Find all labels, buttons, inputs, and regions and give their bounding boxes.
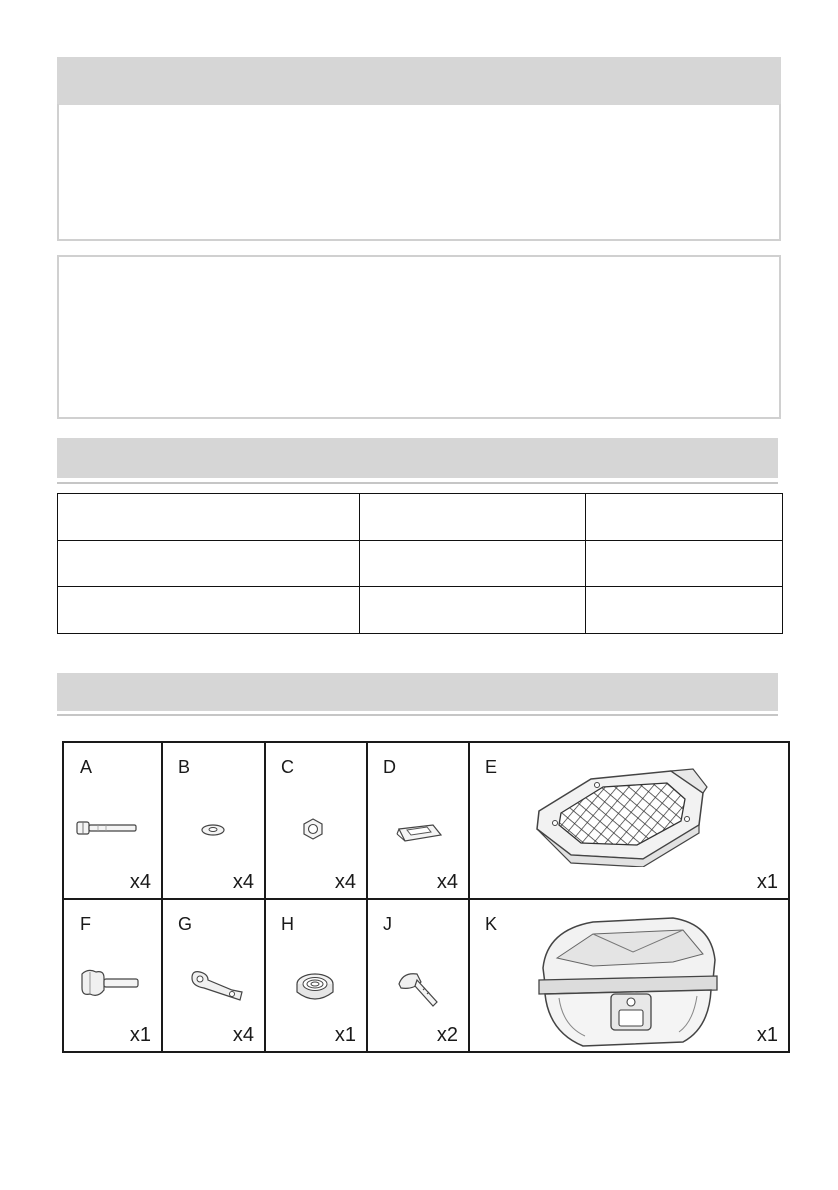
washer-icon [200,823,226,837]
parts-list-grid [62,741,790,1053]
key-icon [397,964,443,1010]
part-cell-g [162,900,264,1051]
part-quantity: x4 [129,871,151,893]
hex-nut-icon [301,817,325,841]
part-cell-h [265,900,366,1051]
table-row [58,587,783,634]
part-letter: C [281,757,294,777]
table-cell [58,540,360,587]
section-header-bar [57,57,781,105]
table-cell [360,494,586,541]
part-cell-b [162,743,264,898]
part-letter: E [485,757,498,777]
specification-heading-bar [57,438,778,478]
part-letter: A [80,757,93,777]
part-cell-f [64,900,161,1051]
table-cell [586,494,783,541]
heading-underline [57,714,778,716]
table-cell [586,587,783,634]
part-cell-c [265,743,366,898]
part-quantity: x4 [334,871,356,893]
part-cell-k [469,900,788,1051]
part-quantity: x4 [232,1024,254,1046]
part-quantity: x4 [436,871,458,893]
part-cell-a [64,743,161,898]
table-row [58,494,783,541]
knob-screw-icon [78,968,140,998]
part-letter: H [281,914,294,934]
table-cell [58,587,360,634]
part-quantity: x1 [756,1024,778,1046]
lock-cylinder-icon [295,970,335,1006]
table-cell [360,587,586,634]
mounting-plate-icon [531,763,711,867]
part-quantity: x4 [232,871,254,893]
table-cell [58,494,360,541]
bolt-icon [76,819,138,837]
part-letter: G [178,914,193,934]
section-text-box [57,104,781,241]
part-cell-e [469,743,788,898]
table-cell [586,540,783,587]
part-letter: J [383,914,392,934]
part-letter: F [80,914,91,934]
clip-plate-icon [393,821,443,843]
table-cell [360,540,586,587]
heading-underline [57,482,778,484]
warning-text-box [57,255,781,419]
specification-table [57,493,783,634]
table-row [58,540,783,587]
part-quantity: x1 [334,1024,356,1046]
part-cell-d [367,743,468,898]
part-cell-j [367,900,468,1051]
bracket-clamp-icon [188,968,246,1002]
part-quantity: x1 [756,871,778,893]
parts-list-heading-bar [57,673,778,711]
part-letter: K [485,914,498,934]
top-case-icon [533,910,723,1050]
part-quantity: x1 [129,1024,151,1046]
part-letter: D [383,757,396,777]
part-letter: B [178,757,191,777]
part-quantity: x2 [436,1024,458,1046]
